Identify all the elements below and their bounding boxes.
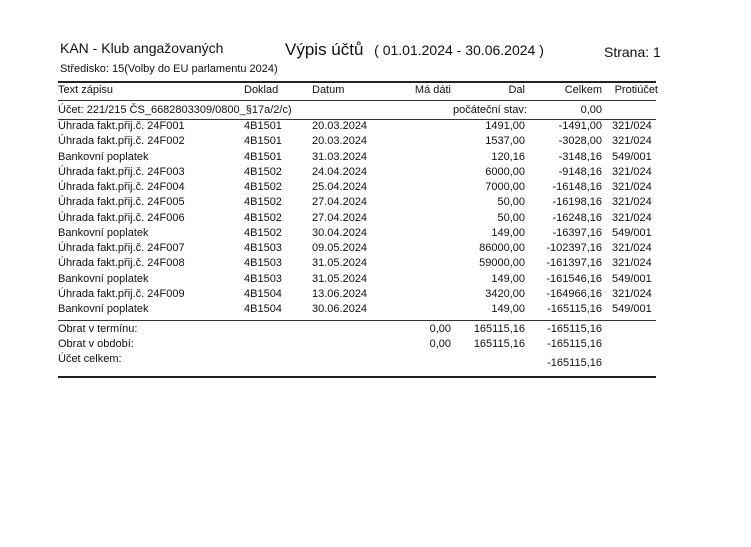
col-text-header: Text zápisu — [58, 84, 114, 96]
header-top-rule — [58, 81, 656, 83]
summary-term-row — [58, 323, 658, 338]
report-title — [285, 40, 544, 60]
table-row — [58, 288, 658, 303]
table-row — [58, 303, 658, 318]
entry-contra: 549/001 — [612, 226, 652, 239]
entry-total: -161397,16 — [546, 257, 602, 270]
entry-doc: 4B1501 — [244, 120, 282, 132]
header-bottom-rule — [58, 100, 656, 101]
account-total-label: Účet celkem: — [58, 353, 122, 365]
col-contra-header: Protiúčet — [614, 84, 658, 96]
entry-contra: 321/024 — [612, 257, 652, 270]
entry-credit: 6000,00 — [485, 165, 525, 178]
table-row — [58, 151, 658, 166]
summary-account-row — [58, 353, 658, 368]
col-total-header: Celkem — [564, 84, 602, 96]
entry-contra: 549/001 — [612, 303, 652, 315]
entry-total: -161546,16 — [546, 272, 602, 285]
entry-credit: 149,00 — [491, 303, 525, 315]
cost-center: Středisko: 15(Volby do EU parlamentu 2024) — [60, 63, 278, 75]
entry-contra: 549/001 — [612, 150, 652, 163]
table-row — [58, 166, 658, 181]
col-date-header: Datum — [312, 84, 345, 96]
entry-text: Bankovní poplatek — [58, 303, 149, 315]
entry-date: 31.03.2024 — [312, 150, 368, 163]
entry-text: Úhrada fakt.přij.č. 24F007 — [58, 242, 185, 254]
entry-date: 09.05.2024 — [312, 242, 368, 254]
account-row — [58, 104, 658, 119]
entry-doc: 4B1502 — [244, 196, 282, 209]
entry-text: Úhrada fakt.přij.č. 24F003 — [58, 165, 185, 178]
entry-credit: 50,00 — [497, 211, 525, 224]
table-row — [58, 212, 658, 227]
report-bottom-rule — [58, 376, 656, 378]
entry-date: 27.04.2024 — [312, 196, 368, 209]
period-debit: 0,00 — [429, 338, 451, 350]
entry-doc: 4B1502 — [244, 226, 282, 239]
col-credit-header: Dal — [508, 84, 525, 96]
entry-date: 27.04.2024 — [312, 211, 368, 224]
entry-doc: 4B1504 — [244, 287, 282, 300]
entry-credit: 1491,00 — [485, 120, 525, 132]
entry-contra: 549/001 — [612, 272, 652, 285]
entry-credit: 120,16 — [491, 150, 525, 163]
table-row — [58, 196, 658, 211]
entry-date: 13.06.2024 — [312, 287, 368, 300]
column-header-row — [58, 84, 658, 99]
entry-text: Úhrada fakt.přij.č. 24F001 — [58, 120, 185, 132]
entry-credit: 149,00 — [491, 226, 525, 239]
entry-doc: 4B1503 — [244, 257, 282, 270]
entry-contra: 321/024 — [612, 135, 652, 148]
account-label: Účet: 221/215 ČS_6682803309/0800_§17a/2/c) — [58, 104, 292, 116]
entry-total: -16148,16 — [552, 181, 602, 193]
entry-total: -102397,16 — [546, 242, 602, 254]
entry-credit: 7000,00 — [485, 181, 525, 193]
entry-credit: 149,00 — [491, 272, 525, 285]
organization-name: KAN - Klub angažovaných — [60, 40, 224, 56]
entry-date: 30.04.2024 — [312, 226, 368, 239]
summary-top-rule — [58, 320, 656, 321]
entry-total: -16198,16 — [552, 196, 602, 209]
summary-period-row — [58, 338, 658, 353]
entry-doc: 4B1504 — [244, 303, 282, 315]
entry-total: -165115,16 — [547, 303, 602, 315]
entry-text: Bankovní poplatek — [58, 272, 149, 285]
entry-credit: 1537,00 — [485, 135, 525, 148]
term-label: Obrat v termínu: — [58, 323, 138, 335]
page-number: Strana: 1 — [604, 44, 661, 60]
entry-text: Úhrada fakt.přij.č. 24F005 — [58, 196, 185, 209]
entry-text: Bankovní poplatek — [58, 226, 149, 239]
entry-text: Bankovní poplatek — [58, 150, 149, 163]
term-debit: 0,00 — [429, 323, 451, 335]
entry-total: -1491,00 — [558, 120, 602, 132]
entry-date: 25.04.2024 — [312, 181, 368, 193]
term-credit: 165115,16 — [473, 323, 525, 335]
entry-date: 24.04.2024 — [312, 165, 368, 178]
period-total: -165115,16 — [547, 338, 602, 350]
entry-doc: 4B1503 — [244, 272, 282, 285]
entry-credit: 59000,00 — [479, 257, 525, 270]
entry-doc: 4B1501 — [244, 135, 282, 148]
entry-total: -3028,00 — [558, 135, 602, 148]
entry-contra: 321/024 — [612, 287, 652, 300]
entry-total: -3148,16 — [558, 150, 602, 163]
entry-doc: 4B1502 — [244, 181, 282, 193]
table-row — [58, 181, 658, 196]
entry-credit: 3420,00 — [485, 287, 525, 300]
entry-doc: 4B1501 — [244, 150, 282, 163]
entry-text: Úhrada fakt.přij.č. 24F002 — [58, 135, 185, 148]
entry-contra: 321/024 — [612, 196, 652, 209]
entry-total: -164966,16 — [546, 287, 602, 300]
term-total: -165115,16 — [547, 323, 602, 335]
table-row — [58, 242, 658, 257]
account-total-value: -165115,16 — [547, 357, 602, 369]
period-label: Obrat v období: — [58, 338, 134, 350]
entry-contra: 321/024 — [612, 120, 652, 132]
opening-balance-label: počáteční stav: — [453, 104, 527, 116]
entry-date: 20.03.2024 — [312, 120, 368, 132]
entry-text: Úhrada fakt.přij.č. 24F006 — [58, 211, 185, 224]
period-credit: 165115,16 — [473, 338, 525, 350]
entry-total: -9148,16 — [558, 165, 602, 178]
col-doc-header: Doklad — [244, 84, 279, 96]
entry-contra: 321/024 — [612, 211, 652, 224]
entry-date: 31.05.2024 — [312, 272, 368, 285]
entry-contra: 321/024 — [612, 165, 652, 178]
report-period: ( 01.01.2024 - 30.06.2024 ) — [374, 42, 544, 58]
entry-total: -16248,16 — [552, 211, 602, 224]
entry-credit: 50,00 — [497, 196, 525, 209]
entry-text: Úhrada fakt.přij.č. 24F009 — [58, 287, 185, 300]
entry-credit: 86000,00 — [479, 242, 525, 254]
entry-doc: 4B1502 — [244, 165, 282, 178]
entry-doc: 4B1503 — [244, 242, 282, 254]
table-row — [58, 257, 658, 272]
entry-total: -16397,16 — [552, 226, 602, 239]
entry-date: 30.06.2024 — [312, 303, 368, 315]
col-debit-header: Má dáti — [414, 84, 451, 96]
entry-text: Úhrada fakt.přij.č. 24F008 — [58, 257, 185, 270]
table-row — [58, 135, 658, 150]
entry-date: 31.05.2024 — [312, 257, 368, 270]
entry-doc: 4B1502 — [244, 211, 282, 224]
table-row — [58, 273, 658, 288]
entry-date: 20.03.2024 — [312, 135, 368, 148]
entry-contra: 321/024 — [612, 242, 652, 254]
report-title-text: Výpis účtů — [285, 40, 364, 59]
entry-text: Úhrada fakt.přij.č. 24F004 — [58, 181, 185, 193]
table-row — [58, 120, 658, 135]
opening-balance-value: 0,00 — [580, 104, 602, 116]
table-row — [58, 227, 658, 242]
entry-contra: 321/024 — [612, 181, 652, 193]
